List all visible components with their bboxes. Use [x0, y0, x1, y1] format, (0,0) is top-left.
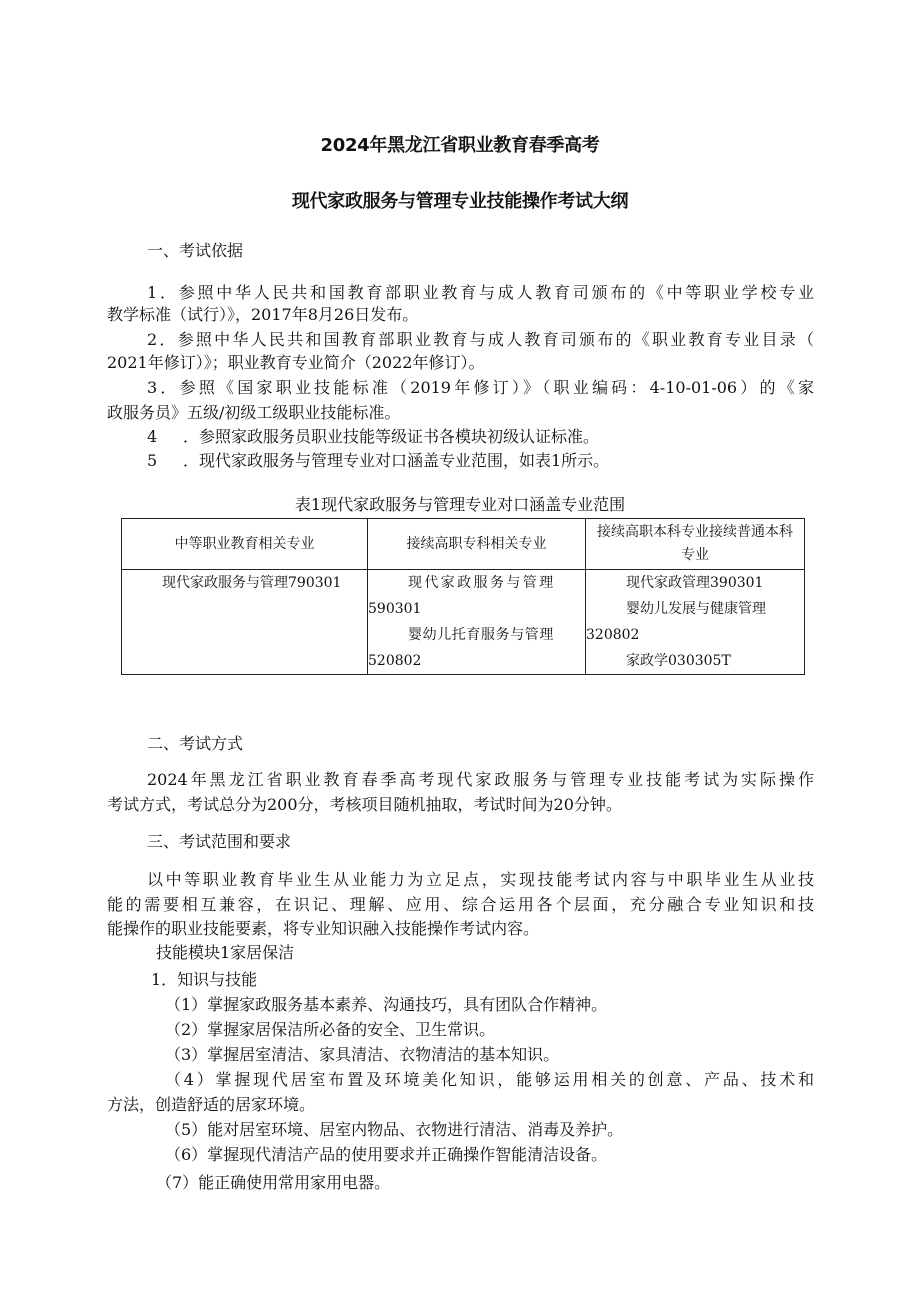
section2-line2: 考试方式，考试总分为200分，考核项目随机抽取，考试时间为20分钟。 — [107, 795, 622, 814]
major-name: 现代家政管理390301 — [626, 575, 764, 591]
major-name: 婴幼儿托育服务与管理 — [408, 627, 554, 643]
section3-heading: 三、考试范围和要求 — [147, 832, 292, 851]
knowledge-skills-heading: 1．知识与技能 — [151, 970, 258, 989]
header-undergraduate-line2: 专业 — [681, 547, 709, 563]
basis-3-line2: 政服务员》五级/初级工级职业技能标准。 — [107, 403, 401, 422]
basis-3-line1: 3．参照《国家职业技能标准（2019年修订）》（职业编码：4-10-01-06）的《家 — [147, 378, 814, 397]
table-row — [122, 570, 805, 675]
basis-1-line1: 1．参照中华人民共和国教育部职业教育与成人教育司颁布的《中等职业学校专业 — [147, 283, 814, 302]
section2-line1: 2024年黑龙江省职业教育春季高考现代家政服务与管理专业技能考试为实际操作 — [147, 770, 814, 789]
section3-para-line2: 能的需要相互兼容，在识记、理解、应用、综合运用各个层面，充分融合专业知识和技 — [107, 895, 814, 914]
header-secondary-vocational: 中等职业教育相关专业 — [122, 519, 368, 570]
cell-higher-vocational-majors — [368, 570, 586, 675]
cell-secondary-majors — [122, 570, 368, 675]
basis-4-number: 4 — [147, 427, 158, 446]
header-undergraduate-line1: 接续高职本科专业接续普通本科 — [597, 524, 793, 540]
section1-heading: 一、考试依据 — [147, 241, 244, 260]
major-code: 320802 — [586, 627, 640, 643]
header-undergraduate — [586, 519, 805, 570]
header-higher-vocational: 接续高职专科相关专业 — [368, 519, 586, 570]
table-header-row — [122, 519, 805, 570]
basis-4-text: ．参照家政服务员职业技能等级证书各模块初级认证标准。 — [183, 427, 600, 446]
major-code: 590301 — [368, 601, 422, 617]
basis-5-number: 5 — [147, 451, 158, 470]
basis-1-line2: 教学标准（试行）》，2017年8月26日发布。 — [107, 305, 419, 324]
cell-undergraduate-majors — [586, 570, 805, 675]
section3-para-line3: 能操作的职业技能要素，将专业知识融入技能操作考试内容。 — [107, 919, 540, 938]
major-name: 现代家政服务与管理 — [408, 575, 556, 591]
section3-para-line1: 以中等职业教育毕业生从业能力为立足点，实现技能考试内容与中职毕业生从业技 — [147, 870, 814, 889]
table-caption: 表1现代家政服务与管理专业对口涵盖专业范围 — [294, 495, 626, 514]
skill-item-7: （7）能正确使用常用家用电器。 — [156, 1173, 391, 1192]
skill-item-5: （5）能对居室环境、居室内物品、衣物进行清洁、消毒及养护。 — [165, 1120, 624, 1139]
major-scope-table — [121, 518, 805, 675]
skill-item-3: （3）掌握居室清洁、家具清洁、衣物清洁的基本知识。 — [165, 1045, 560, 1064]
major-code: 520802 — [368, 653, 422, 669]
major-code: 现代家政服务与管理790301 — [162, 575, 342, 591]
section2-heading: 二、考试方式 — [147, 734, 244, 753]
doc-title-line2: 现代家政服务与管理专业技能操作考试大纲 — [291, 191, 629, 212]
skill-item-2: （2）掌握家居保洁所必备的安全、卫生常识。 — [165, 1020, 496, 1039]
basis-2-line1: 2．参照中华人民共和国教育部职业教育与成人教育司颁布的《职业教育专业目录（ — [147, 330, 814, 349]
skill-item-1: （1）掌握家政服务基本素养、沟通技巧，具有团队合作精神。 — [165, 995, 608, 1014]
basis-2-line2: 2021年修订）》；职业教育专业简介（2022年修订）。 — [107, 353, 485, 372]
skill-item-4-line1: （4）掌握现代居室布置及环境美化知识，能够运用相关的创意、产品、技术和 — [165, 1070, 814, 1089]
skill-item-6: （6）掌握现代清洁产品的使用要求并正确操作智能清洁设备。 — [165, 1145, 608, 1164]
skill-item-4-line2: 方法，创造舒适的居家环境。 — [107, 1095, 316, 1114]
major-name: 家政学030305T — [626, 653, 731, 669]
basis-5-text: ．现代家政服务与管理专业对口涵盖专业范围，如表1所示。 — [183, 451, 610, 470]
module1-heading: 技能模块1家居保洁 — [156, 943, 295, 962]
doc-title-line1: 2024年黑龙江省职业教育春季高考 — [320, 135, 600, 156]
major-name: 婴幼儿发展与健康管理 — [626, 601, 766, 617]
